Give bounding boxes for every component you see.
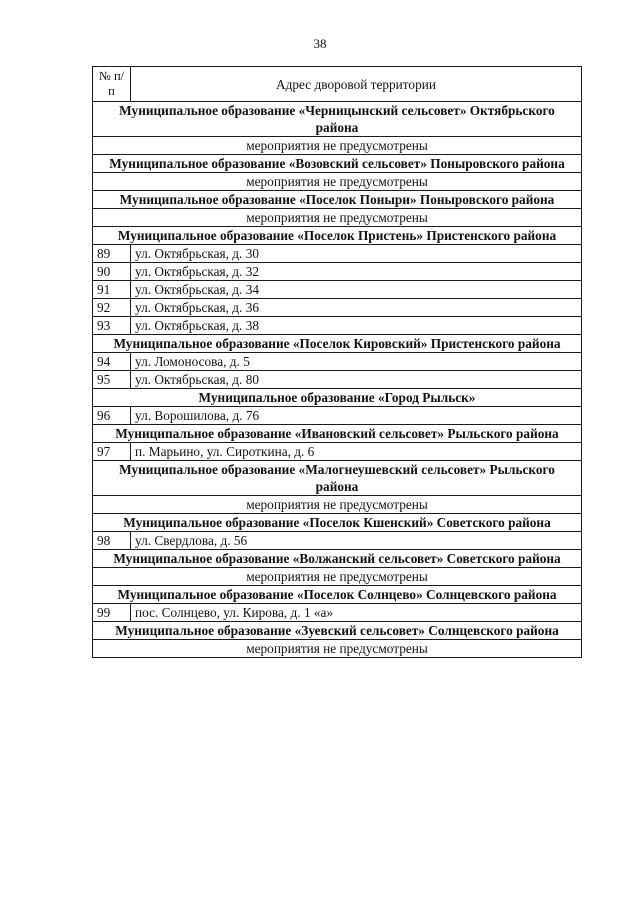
municipality-section-row <box>93 550 582 568</box>
no-measures-note-row <box>93 173 582 191</box>
row-number: 92 <box>93 299 131 317</box>
no-measures-note-row <box>93 209 582 227</box>
row-address: ул. Ворошилова, д. 76 <box>131 407 582 425</box>
municipality-heading: Муниципальное образование «Волжанский сельсовет» Советского района <box>93 550 582 568</box>
no-measures-note: мероприятия не предусмотрены <box>93 496 582 514</box>
table-row <box>93 263 582 281</box>
municipality-heading: Муниципальное образование «Малогнеушевский сельсовет» Рыльского района <box>93 461 582 496</box>
municipality-section-row <box>93 155 582 173</box>
table-row <box>93 245 582 263</box>
table-row <box>93 407 582 425</box>
row-address: ул. Свердлова, д. 56 <box>131 532 582 550</box>
municipality-heading: Муниципальное образование «Поселок Солнцево» Солнцевского района <box>93 586 582 604</box>
municipality-heading: Муниципальное образование «Зуевский сельсовет» Солнцевского района <box>93 622 582 640</box>
no-measures-note-row <box>93 496 582 514</box>
no-measures-note: мероприятия не предусмотрены <box>93 137 582 155</box>
row-number: 97 <box>93 443 131 461</box>
no-measures-note-row <box>93 568 582 586</box>
no-measures-note: мероприятия не предусмотрены <box>93 209 582 227</box>
page-number: 38 <box>313 36 327 51</box>
table-row <box>93 604 582 622</box>
row-number: 90 <box>93 263 131 281</box>
table-row <box>93 532 582 550</box>
address-table <box>92 66 582 658</box>
municipality-heading: Муниципальное образование «Черницынский сельсовет» Октябрьского района <box>93 102 582 137</box>
municipality-section-row <box>93 622 582 640</box>
row-number: 93 <box>93 317 131 335</box>
row-number: 91 <box>93 281 131 299</box>
no-measures-note: мероприятия не предусмотрены <box>93 173 582 191</box>
header-number-cell: № п/п <box>93 67 131 102</box>
header-address-cell: Адрес дворовой территории <box>131 67 582 102</box>
row-address: ул. Октябрьская, д. 32 <box>131 263 582 281</box>
row-address: ул. Октябрьская, д. 30 <box>131 245 582 263</box>
table-row <box>93 317 582 335</box>
municipality-heading: Муниципальное образование «Поселок Поныри» Поныровского района <box>93 191 582 209</box>
municipality-section-row <box>93 425 582 443</box>
table-body <box>93 102 582 658</box>
no-measures-note: мероприятия не предусмотрены <box>93 640 582 658</box>
row-number: 99 <box>93 604 131 622</box>
no-measures-note: мероприятия не предусмотрены <box>93 568 582 586</box>
municipality-heading: Муниципальное образование «Возовский сельсовет» Поныровского района <box>93 155 582 173</box>
row-address: ул. Октябрьская, д. 36 <box>131 299 582 317</box>
no-measures-note-row <box>93 137 582 155</box>
table-row <box>93 281 582 299</box>
municipality-heading: Муниципальное образование «Город Рыльск» <box>93 389 582 407</box>
row-number: 94 <box>93 353 131 371</box>
no-measures-note-row <box>93 640 582 658</box>
municipality-heading: Муниципальное образование «Поселок Кшенский» Советского района <box>93 514 582 532</box>
municipality-section-row <box>93 335 582 353</box>
municipality-section-row <box>93 514 582 532</box>
row-address: ул. Ломоносова, д. 5 <box>131 353 582 371</box>
row-address: пос. Солнцево, ул. Кирова, д. 1 «а» <box>131 604 582 622</box>
municipality-section-row <box>93 227 582 245</box>
table-row <box>93 299 582 317</box>
table-row <box>93 371 582 389</box>
row-number: 96 <box>93 407 131 425</box>
municipality-section-row <box>93 389 582 407</box>
municipality-heading: Муниципальное образование «Поселок Пристень» Пристенского района <box>93 227 582 245</box>
row-number: 98 <box>93 532 131 550</box>
row-address: п. Марьино, ул. Сироткина, д. 6 <box>131 443 582 461</box>
municipality-section-row <box>93 191 582 209</box>
municipality-heading: Муниципальное образование «Поселок Кировский» Пристенского района <box>93 335 582 353</box>
row-address: ул. Октябрьская, д. 38 <box>131 317 582 335</box>
row-number: 95 <box>93 371 131 389</box>
municipality-section-row <box>93 586 582 604</box>
municipality-section-row <box>93 461 582 496</box>
municipality-section-row <box>93 102 582 137</box>
table-row <box>93 443 582 461</box>
table-row <box>93 353 582 371</box>
row-address: ул. Октябрьская, д. 34 <box>131 281 582 299</box>
table-header-row <box>93 67 582 102</box>
row-number: 89 <box>93 245 131 263</box>
row-address: ул. Октябрьская, д. 80 <box>131 371 582 389</box>
municipality-heading: Муниципальное образование «Ивановский сельсовет» Рыльского района <box>93 425 582 443</box>
